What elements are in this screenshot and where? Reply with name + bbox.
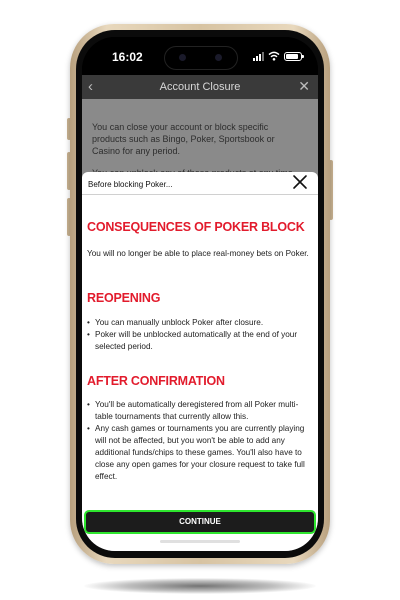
reopening-list	[87, 317, 313, 353]
back-chevron-icon[interactable]: ‹	[88, 78, 93, 95]
section-heading-reopening: REOPENING	[87, 291, 161, 305]
divider	[82, 194, 318, 195]
front-camera-icon	[179, 54, 186, 61]
block-confirmation-sheet	[82, 172, 318, 551]
wifi-icon	[268, 51, 280, 61]
list-item: • Any cash games or tournaments you are currently playing will not be affected, but you won't be able to add any additional funds/chips to these games. You'll also have to close any open games for your closure request to take full effect.	[87, 423, 313, 483]
status-icons	[253, 50, 302, 62]
section-heading-after-confirmation: AFTER CONFIRMATION	[87, 374, 225, 388]
section-heading-consequences: CONSEQUENCES OF POKER BLOCK	[87, 220, 305, 234]
consequences-text: You will no longer be able to place real-money bets on Poker.	[87, 249, 309, 258]
phone-shadow	[84, 578, 316, 594]
phone-screen	[82, 37, 318, 551]
page-title: Account Closure	[159, 81, 241, 93]
sensor-icon	[215, 54, 222, 61]
list-item: • Poker will be unblocked automatically at the end of your selected period.	[87, 329, 313, 353]
background-paragraph: You can close your account or block specific products such as Bingo, Poker, Sportsbook or Casino for any period.	[92, 122, 275, 156]
status-time: 16:02	[112, 50, 143, 64]
list-item: • You can manually unblock Poker after closure.	[87, 317, 313, 329]
sheet-title: Before blocking Poker...	[88, 180, 173, 189]
dynamic-island	[164, 46, 238, 70]
close-icon[interactable]	[292, 174, 308, 190]
list-item: • You'll be automatically deregistered from all Poker multi-table tournaments that currently allow this.	[87, 399, 313, 423]
continue-button[interactable]: CONTINUE	[84, 510, 316, 534]
header-close-icon[interactable]: ✕	[298, 78, 310, 94]
status-bar	[82, 37, 318, 75]
cellular-signal-icon	[253, 51, 264, 61]
app-header	[82, 75, 318, 99]
after-confirmation-list	[87, 399, 313, 483]
battery-icon	[284, 52, 302, 61]
home-indicator	[160, 540, 240, 543]
